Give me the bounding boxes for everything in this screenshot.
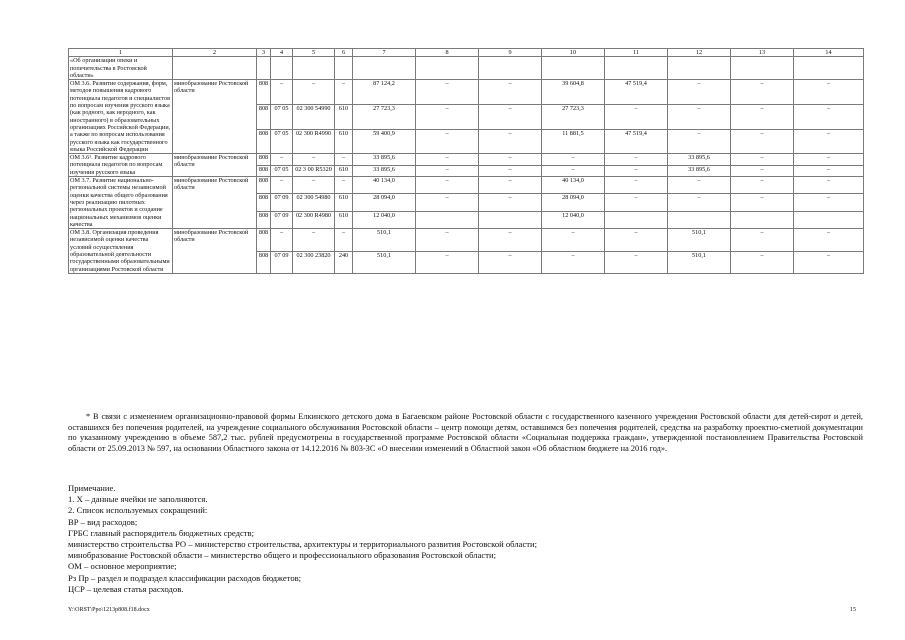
value-cell: – <box>668 80 731 105</box>
value-cell: – <box>731 80 794 105</box>
value-cell <box>416 57 479 80</box>
value-cell: – <box>668 177 731 194</box>
value-cell: – <box>293 154 335 165</box>
value-cell: – <box>794 165 864 176</box>
value-cell: – <box>271 80 293 105</box>
header-cell: 5 <box>293 49 335 57</box>
header-cell: 12 <box>668 49 731 57</box>
header-cell: 11 <box>605 49 668 57</box>
value-cell: – <box>542 251 605 273</box>
page-number: 15 <box>850 607 856 613</box>
value-cell: 02 3 00 R5320 <box>293 165 335 176</box>
value-cell <box>353 57 416 80</box>
value-cell: – <box>479 177 542 194</box>
value-cell: – <box>416 129 479 154</box>
notes-title: Примечание. <box>68 483 116 493</box>
value-cell: 39 604,8 <box>542 80 605 105</box>
table-row <box>69 229 864 251</box>
value-cell: 47 519,4 <box>605 129 668 154</box>
table-body <box>69 49 864 274</box>
value-cell: – <box>794 177 864 194</box>
value-cell: – <box>271 154 293 165</box>
note-item: 1. Х – данные ячейки не заполняются. <box>68 494 208 505</box>
value-cell: – <box>416 251 479 273</box>
header-cell: 10 <box>542 49 605 57</box>
executor-cell: минобразование Ростовской области <box>173 80 257 154</box>
value-cell: 510,1 <box>668 251 731 273</box>
value-cell: – <box>731 154 794 165</box>
value-cell <box>605 57 668 80</box>
value-cell: 87 124,2 <box>353 80 416 105</box>
note-item: ГРБС главный распорядитель бюджетных средств; <box>68 527 254 538</box>
value-cell <box>668 57 731 80</box>
table-row <box>69 57 864 80</box>
header-cell: 6 <box>335 49 353 57</box>
header-cell: 8 <box>416 49 479 57</box>
value-cell: 12 040,0 <box>542 211 605 228</box>
value-cell: 59 400,9 <box>353 129 416 154</box>
measure-name-cell: ОМ 3.6¹. Развитие кадрового потенциала педагогов по вопросам изучения русского языка <box>69 154 173 177</box>
value-cell: – <box>293 80 335 105</box>
value-cell: – <box>731 194 794 211</box>
value-cell <box>731 211 794 228</box>
value-cell: – <box>335 154 353 165</box>
value-cell: 02 300 23820 <box>293 251 335 273</box>
value-cell: – <box>542 229 605 251</box>
value-cell: 610 <box>335 165 353 176</box>
value-cell: – <box>479 129 542 154</box>
value-cell: 808 <box>257 177 271 194</box>
value-cell: 27 723,3 <box>353 104 416 129</box>
value-cell: – <box>731 251 794 273</box>
value-cell: 808 <box>257 165 271 176</box>
value-cell: 240 <box>335 251 353 273</box>
value-cell: – <box>416 154 479 165</box>
header-cell: 9 <box>479 49 542 57</box>
value-cell: 07 05 <box>271 129 293 154</box>
value-cell: – <box>293 229 335 251</box>
value-cell: 07 09 <box>271 251 293 273</box>
value-cell <box>271 57 293 80</box>
measure-name-cell: ОМ 3.8. Организация проведения независимой оценки качества условий осуществления образовательной деятельности государственными образовательными организациями Ростовской области <box>69 229 173 274</box>
value-cell: – <box>335 177 353 194</box>
value-cell: – <box>794 104 864 129</box>
value-cell: – <box>605 251 668 273</box>
header-cell: 7 <box>353 49 416 57</box>
value-cell: 27 723,3 <box>542 104 605 129</box>
value-cell: 33 895,6 <box>353 165 416 176</box>
value-cell: 02 300 R4990 <box>293 129 335 154</box>
value-cell: – <box>479 80 542 105</box>
footnote: * В связи с изменением организационно-правовой формы Елкинского детского дома в Багаевском районе Ростовской области с государственного казенного учреждения Ростовской области для детей-сирот и детей, оставшихся без попечения родителей, на учреждение социального обслуживания Ростовской области – центр помощи детям, оставшимся без попечения родителей, средства на разработку проектно-сметной документации по указанному учреждению в объеме 587,2 тыс. рублей предусмотрены в государственной программе Ростовской области «Социальная поддержка граждан», утвержденной постановлением Правительства Ростовской области от 25.09.2013 № 597, на основании Областного закона от 14.12.2016 № 803-ЗС «О внесении изменений в Областной закон «Об областном бюджете на 2016 год». <box>68 412 863 454</box>
value-cell: – <box>542 165 605 176</box>
header-cell: 3 <box>257 49 271 57</box>
note-item: ВР – вид расходов; <box>68 516 138 527</box>
value-cell: 28 094,0 <box>353 194 416 211</box>
value-cell: – <box>668 194 731 211</box>
value-cell: – <box>731 229 794 251</box>
value-cell: – <box>731 129 794 154</box>
value-cell <box>794 57 864 80</box>
value-cell: – <box>731 104 794 129</box>
value-cell <box>542 57 605 80</box>
value-cell: 02 300 54990 <box>293 104 335 129</box>
value-cell: – <box>335 80 353 105</box>
executor-cell: минобразование Ростовской области <box>173 154 257 177</box>
value-cell: – <box>271 177 293 194</box>
value-cell <box>668 211 731 228</box>
value-cell: 808 <box>257 129 271 154</box>
value-cell <box>605 211 668 228</box>
value-cell: 11 881,5 <box>542 129 605 154</box>
measure-name-cell: ОМ 3.6. Развитие содержания, форм, методов повышения кадрового потенциала педагогов и специалистов по вопросам изучения русского языка (как родного, как неродного, как иностранного) в образовательных организациях Российской Федерации, а также по вопросам использования русского языка как государственного языка Российской Федерации <box>69 80 173 154</box>
value-cell: 510,1 <box>668 229 731 251</box>
header-cell: 14 <box>794 49 864 57</box>
budget-table <box>68 48 864 274</box>
value-cell: – <box>479 229 542 251</box>
value-cell <box>293 57 335 80</box>
value-cell: – <box>605 154 668 165</box>
table-row <box>69 80 864 105</box>
header-cell: 13 <box>731 49 794 57</box>
value-cell <box>257 57 271 80</box>
value-cell <box>416 211 479 228</box>
note-item: 2. Список используемых сокращений: <box>68 505 208 516</box>
value-cell: 02 300 54980 <box>293 194 335 211</box>
value-cell: – <box>479 251 542 273</box>
value-cell: – <box>794 154 864 165</box>
value-cell: – <box>605 194 668 211</box>
value-cell: – <box>731 165 794 176</box>
value-cell: 510,1 <box>353 229 416 251</box>
value-cell: 28 094,0 <box>542 194 605 211</box>
value-cell: 12 040,0 <box>353 211 416 228</box>
measure-name-cell: ОМ 3.7. Развитие национально-региональной системы независимой оценки качества общего образования через реализацию пилотных региональных проектов и создание национальных механизмов оценки качества <box>69 177 173 229</box>
value-cell: – <box>416 80 479 105</box>
value-cell: – <box>794 129 864 154</box>
value-cell: 610 <box>335 104 353 129</box>
value-cell: 33 895,6 <box>353 154 416 165</box>
note-item: Рз Пр – раздел и подраздел классификации расходов бюджетов; <box>68 572 302 583</box>
note-item: ОМ – основное мероприятие; <box>68 561 177 572</box>
value-cell: 808 <box>257 80 271 105</box>
value-cell <box>479 57 542 80</box>
value-cell: 07 05 <box>271 104 293 129</box>
value-cell: – <box>416 104 479 129</box>
file-path: Y:\ORST\Ppo\1213p808.f18.docx <box>68 607 150 613</box>
notes-section <box>68 483 863 595</box>
value-cell <box>794 211 864 228</box>
value-cell: 47 519,4 <box>605 80 668 105</box>
value-cell: – <box>794 194 864 211</box>
note-item: ЦСР – целевая статья расходов. <box>68 583 184 594</box>
value-cell <box>335 57 353 80</box>
value-cell: – <box>293 177 335 194</box>
value-cell: – <box>335 229 353 251</box>
value-cell: – <box>271 229 293 251</box>
value-cell: 610 <box>335 194 353 211</box>
value-cell: 40 134,0 <box>353 177 416 194</box>
measure-name-cell: «Об организации опеки и попечительства в Ростовской области» <box>69 57 173 80</box>
table-row <box>69 177 864 194</box>
note-item: минобразование Ростовской области – министерство общего и профессионального образования Ростовской области; <box>68 550 496 561</box>
value-cell: – <box>479 104 542 129</box>
value-cell: – <box>605 165 668 176</box>
table-row <box>69 154 864 165</box>
executor-cell <box>173 57 257 80</box>
value-cell: – <box>479 194 542 211</box>
value-cell: – <box>794 251 864 273</box>
value-cell: 510,1 <box>353 251 416 273</box>
value-cell <box>479 211 542 228</box>
value-cell: – <box>605 229 668 251</box>
value-cell: 610 <box>335 129 353 154</box>
value-cell: 808 <box>257 154 271 165</box>
value-cell: 07 09 <box>271 194 293 211</box>
value-cell: – <box>731 177 794 194</box>
value-cell: 33 895,6 <box>668 154 731 165</box>
executor-cell: минобразование Ростовской области <box>173 177 257 229</box>
value-cell: – <box>416 177 479 194</box>
value-cell: 610 <box>335 211 353 228</box>
value-cell: 07 09 <box>271 211 293 228</box>
value-cell: – <box>416 229 479 251</box>
value-cell: 808 <box>257 229 271 251</box>
value-cell: 808 <box>257 194 271 211</box>
value-cell: 808 <box>257 251 271 273</box>
executor-cell: минобразование Ростовской области <box>173 229 257 274</box>
value-cell: – <box>605 104 668 129</box>
value-cell <box>731 57 794 80</box>
value-cell: – <box>416 165 479 176</box>
value-cell: – <box>605 177 668 194</box>
value-cell: 07 05 <box>271 165 293 176</box>
header-cell: 4 <box>271 49 293 57</box>
value-cell: – <box>479 165 542 176</box>
value-cell: 40 134,0 <box>542 177 605 194</box>
value-cell: – <box>479 154 542 165</box>
header-row <box>69 49 864 57</box>
value-cell: – <box>668 104 731 129</box>
header-cell: 2 <box>173 49 257 57</box>
value-cell: – <box>668 129 731 154</box>
header-cell: 1 <box>69 49 173 57</box>
value-cell: – <box>542 154 605 165</box>
value-cell: 808 <box>257 211 271 228</box>
value-cell: 808 <box>257 104 271 129</box>
note-item: министерство строительства РО – министерство строительства, архитектуры и территориального развития Ростовской области; <box>68 539 537 550</box>
value-cell: – <box>794 229 864 251</box>
value-cell: 02 300 R4980 <box>293 211 335 228</box>
value-cell: – <box>794 80 864 105</box>
value-cell: – <box>416 194 479 211</box>
value-cell: 33 895,6 <box>668 165 731 176</box>
